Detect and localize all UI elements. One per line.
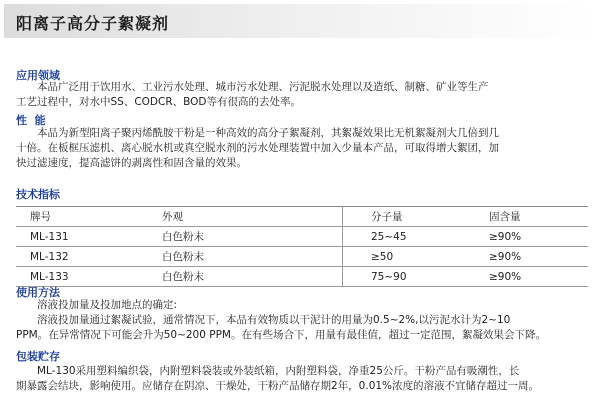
cell-molecular-weight: 25~45 [343, 227, 462, 247]
properties-paragraph [16, 126, 588, 171]
cell-solid-content: ≥90% [461, 227, 588, 247]
properties-heading: 性 能 [16, 114, 46, 127]
title-bar [4, 4, 594, 38]
cell-grade: ML-132 [16, 247, 148, 267]
spec-table-header-row [16, 207, 588, 227]
packaging-paragraph [16, 364, 588, 394]
column-header-appearance: 外观 [148, 207, 343, 227]
usage-line-1: 溶液投加量及投加地点的确定: [37, 299, 178, 311]
properties-line-3: 快过滤速度，提高滤饼的剥离性和固含量的效果。 [16, 157, 247, 169]
column-header-solid-content: 固含量 [461, 207, 588, 227]
page-title: 阳离子高分子絮凝剂 [16, 14, 170, 33]
usage-line-3: PPM。在异常情况下可能会升为50~200 PPM。在有些场合下，用量有最佳值，超过一定范围，絮凝效果会下降。 [16, 329, 546, 341]
spec-table [16, 206, 588, 287]
packaging-heading: 包装贮存 [16, 350, 60, 363]
cell-grade: ML-131 [16, 227, 148, 247]
cell-molecular-weight: ≥50 [343, 247, 462, 267]
application-line-1: 本品广泛用于饮用水、工业污水处理、城市污水处理、污泥脱水处理以及造纸、制糖、矿业等生产 [37, 81, 489, 93]
column-header-grade: 牌号 [16, 207, 148, 227]
table-row [16, 227, 588, 247]
cell-appearance: 白色粉末 [148, 247, 343, 267]
cell-solid-content: ≥90% [461, 267, 588, 287]
table-row [16, 267, 588, 287]
table-row [16, 247, 588, 267]
usage-paragraph [16, 298, 588, 343]
properties-line-1: 本品为新型阳离子聚丙烯酰胺干粉是一种高效的高分子絮凝剂，其絮凝效果比无机絮凝剂大几倍到几 [37, 127, 499, 139]
usage-heading: 使用方法 [16, 286, 60, 299]
packaging-line-1: ML-130采用塑料编织袋，内附塑料袋装或外装纸箱，内附塑料袋，净重25公斤。干粉产品有吸潮性，长 [37, 365, 520, 377]
packaging-line-2: 期暴露会结块，影响使用。应储存在阴凉、干燥处，干粉产品储存期2年，0.01%浓度的溶液不宜储存超过一周。 [16, 380, 540, 392]
cell-solid-content: ≥90% [461, 247, 588, 267]
cell-molecular-weight: 75~90 [343, 267, 462, 287]
application-paragraph [16, 80, 588, 110]
properties-line-2: 十倍。在板框压滤机、离心脱水机或真空脱水剂的污水处理装置中加入少量本产品，可取得增大絮团，加 [16, 142, 499, 154]
cell-appearance: 白色粉末 [148, 227, 343, 247]
usage-line-2: 溶液投加量通过絮凝试验，通常情况下，本品有效物质以干泥计的用量为0.5~2%,以污泥水计为2~10 [37, 314, 511, 326]
column-header-molecular-weight: 分子量 [343, 207, 462, 227]
application-heading: 应用领域 [16, 69, 60, 82]
cell-grade: ML-133 [16, 267, 148, 287]
application-line-2: 工艺过程中，对水中SS、CODCR、BOD等有很高的去处率。 [16, 96, 302, 108]
cell-appearance: 白色粉末 [148, 267, 343, 287]
specs-heading: 技术指标 [16, 188, 60, 201]
